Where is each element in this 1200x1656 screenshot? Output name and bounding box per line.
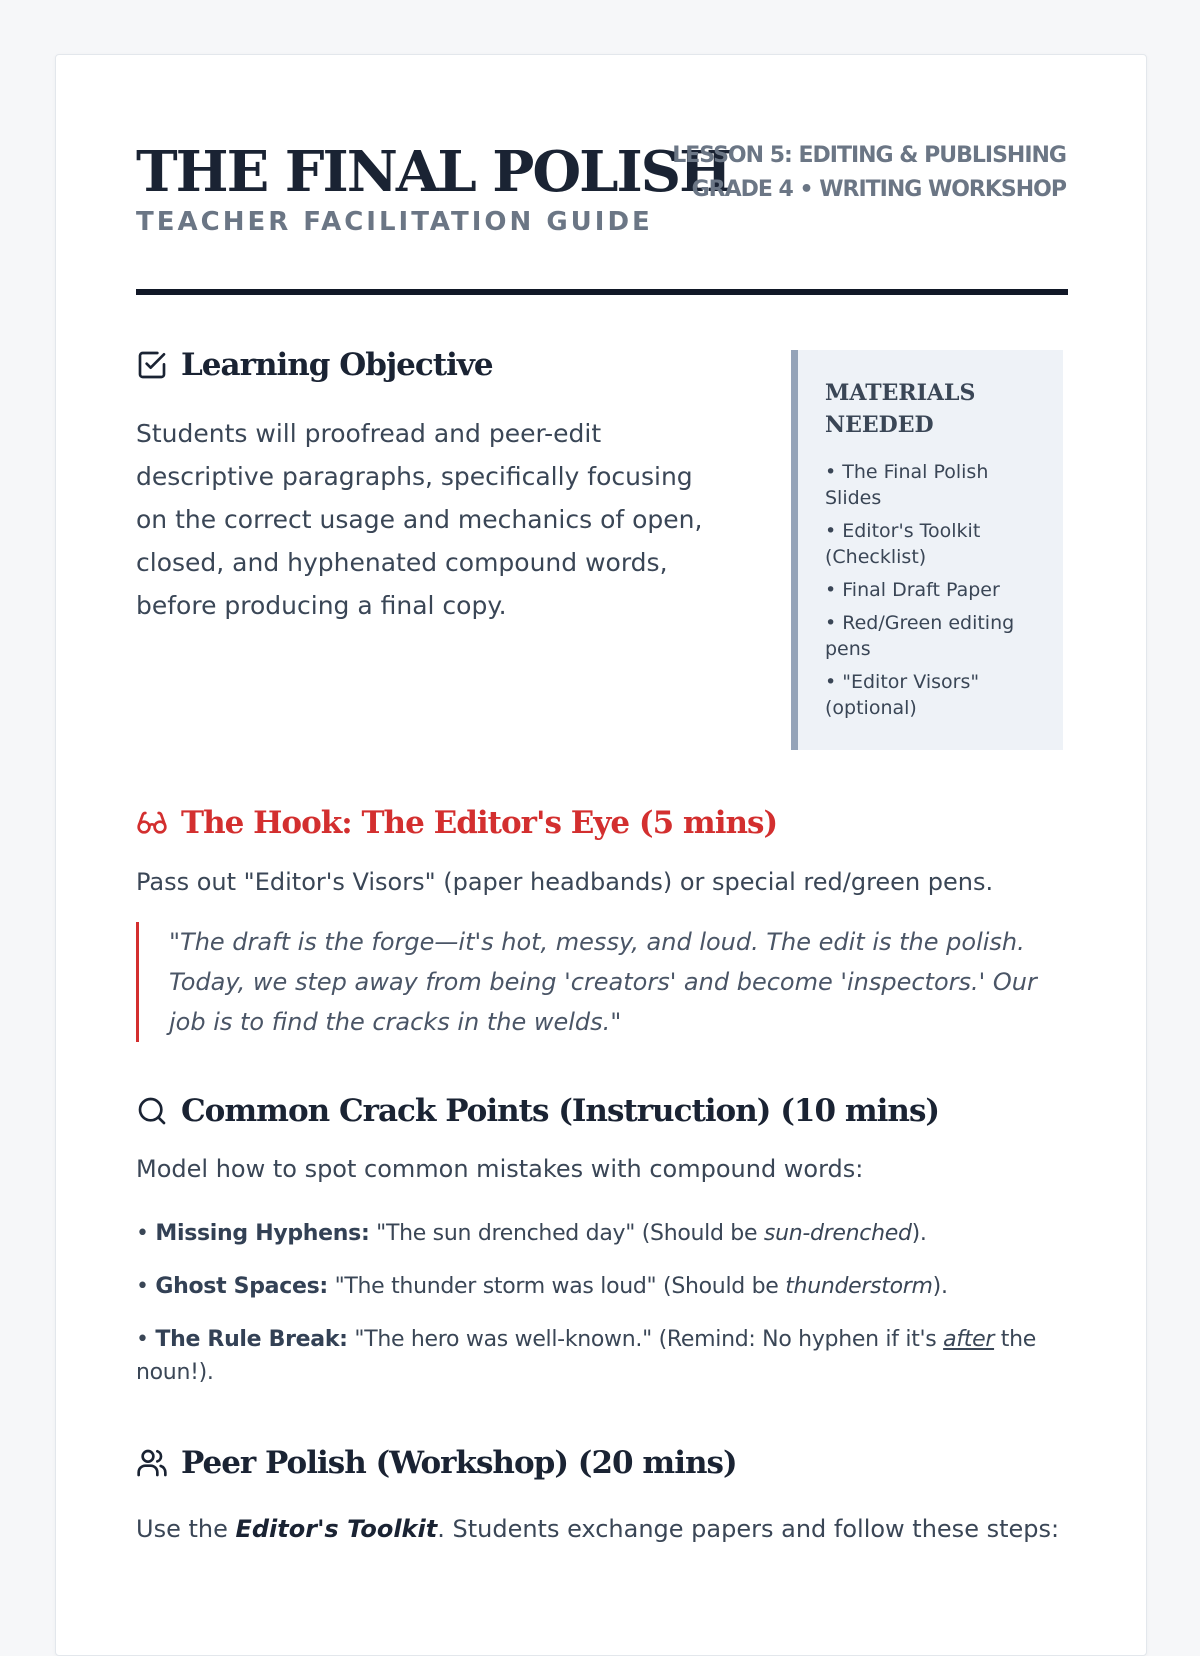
lesson-meta (672, 139, 1066, 207)
bullet-label: The Rule Break: (155, 1327, 348, 1352)
instruction-bullets (136, 1217, 1066, 1409)
document-page (55, 54, 1147, 1656)
objective-text: Students will proofread and peer-edit descriptive paragraphs, specifically focusing on the correct usage and mechanics of open, closed, and hyphenated compound words, before producing a final copy. (136, 419, 703, 620)
hook-heading (136, 805, 777, 841)
bullet-item: • Ghost Spaces: "The thunder storm was loud" (Should be thunderstorm). (136, 1274, 948, 1299)
instruction-text: Model how to spot common mistakes with compound words: (136, 1155, 864, 1183)
header-divider (136, 289, 1068, 295)
workshop-title: Peer Polish (Workshop) (20 mins) (181, 1445, 737, 1481)
lesson-label: LESSON 5: EDITING & PUBLISHING (672, 143, 1066, 168)
bullet-text: "The hero was well-known." (Remind: No hyphen if it's (354, 1327, 944, 1352)
workshop-text-start: Use the (136, 1515, 236, 1543)
users-icon (136, 1447, 168, 1479)
materials-item: • "Editor Visors" (optional) (825, 671, 980, 719)
bullet-text: "The thunder storm was loud" (Should be (334, 1274, 786, 1299)
materials-box (791, 350, 1063, 750)
materials-item: • The Final Polish Slides (825, 461, 989, 509)
bullet-item: • Missing Hyphens: "The sun drenched day" (Should be sun-drenched). (136, 1221, 927, 1246)
materials-item: • Red/Green editing pens (825, 612, 1015, 660)
objective-title: Learning Objective (181, 347, 493, 383)
bullet-text: "The sun drenched day" (Should be (376, 1221, 764, 1246)
bullet-label: Ghost Spaces: (155, 1274, 328, 1299)
glasses-icon (136, 807, 168, 839)
hook-quote: "The draft is the forge—it's hot, messy, and loud. The edit is the polish. Today, we step away from being 'creators' and become 'inspectors.' Our job is to find the cracks in the welds." (136, 922, 1066, 1042)
header (136, 139, 1066, 289)
grade-label: GRADE 4 • WRITING WORKSHOP (691, 177, 1066, 202)
instruction-heading (136, 1093, 939, 1129)
bullet-emphasis: thunderstorm (785, 1274, 933, 1299)
workshop-text (136, 1509, 1066, 1549)
search-icon (136, 1095, 168, 1127)
hook-text: Pass out "Editor's Visors" (paper headbands) or special red/green pens. (136, 868, 994, 896)
workshop-heading (136, 1445, 737, 1481)
bullet-label: Missing Hyphens: (155, 1221, 370, 1246)
materials-item: • Final Draft Paper (825, 579, 1000, 601)
bullet-text-end: ). (911, 1221, 927, 1246)
bullet-text-end: the noun!). (136, 1327, 1036, 1385)
workshop-text-end: . Students exchange papers and follow these steps: (437, 1515, 1060, 1543)
materials-list (825, 459, 1043, 721)
bullet-item: • The Rule Break: "The hero was well-known." (Remind: No hyphen if it's after the noun!). (136, 1327, 1036, 1385)
checkbox-icon (136, 349, 168, 381)
bullet-emphasis: after (943, 1327, 995, 1352)
bullet-emphasis: sun-drenched (763, 1221, 912, 1246)
workshop-toolkit-name: Editor's Toolkit (235, 1515, 438, 1543)
hook-title: The Hook: The Editor's Eye (5 mins) (181, 805, 778, 841)
page-subtitle: TEACHER FACILITATION GUIDE (136, 207, 653, 237)
objective-heading (136, 347, 493, 383)
bullet-text-end: ). (932, 1274, 948, 1299)
page-title: THE FINAL POLISH (136, 139, 731, 205)
materials-item: • Editor's Toolkit (Checklist) (825, 520, 981, 568)
materials-heading: MATERIALS NEEDED (825, 380, 976, 438)
instruction-title: Common Crack Points (Instruction) (10 mins) (181, 1093, 940, 1129)
